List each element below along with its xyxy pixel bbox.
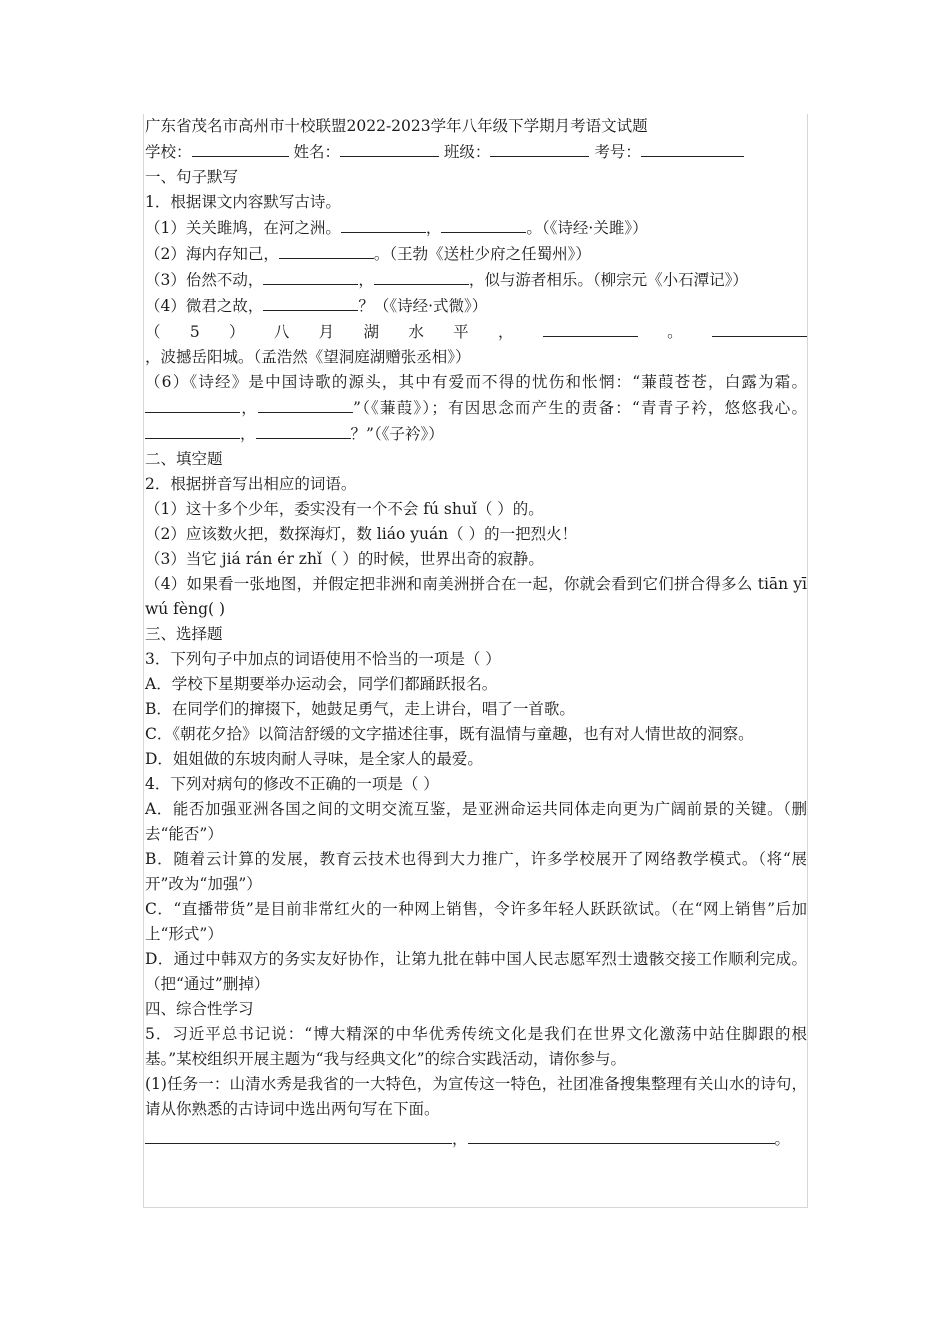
answer-blank[interactable]	[263, 267, 358, 285]
q2-item-1: （1）这十多个少年，委实没有一个不会 fú shuǐ（ ）的。	[145, 500, 544, 518]
q2-item-4: （4）如果看一张地图，并假定把非洲和南美洲拼合在一起，你就会看到它们拼合得多么 tiān yī wú fèng( )	[145, 575, 807, 618]
question-3: 3．下列句子中加点的词语使用不恰当的一项是（ ）	[145, 650, 501, 668]
q5-answer-line: ， 。	[145, 1126, 807, 1152]
q5-task-1: (1)任务一：山清水秀是我省的一大特色，为宣传这一特色，社团准备搜集整理有关山水的诗句，请从你熟悉的古诗词中选出两句写在下面。	[145, 1075, 807, 1118]
q1-item-1: （1）关关雎鸠，在河之洲。 ， 。（《诗经·关雎》）	[145, 215, 807, 241]
class-field[interactable]	[490, 139, 589, 157]
answer-blank[interactable]	[441, 215, 526, 233]
q4-option-a[interactable]: A．能否加强亚洲各国之间的文明交流互鉴，是亚洲命运共同体走向更为广阔前景的关键。（删去“能否”）	[145, 800, 807, 843]
q4-option-c[interactable]: C．“直播带货”是目前非常红火的一种网上销售，令许多年轻人跃跃欲试。（在“网上销售”后加上“形式”）	[145, 900, 807, 943]
section-heading: 四、综合性学习	[145, 1000, 254, 1018]
class-label: 班级：	[443, 143, 491, 161]
school-label: 学校：	[145, 143, 192, 161]
q3-option-b[interactable]: B．在同学们的撺掇下，她鼓足勇气，走上讲台，唱了一首歌。	[145, 700, 575, 718]
q3-option-c[interactable]: C．《朝花夕拾》以简洁舒缓的文字描述往事，既有温情与童趣，也有对人情世故的洞察。	[145, 725, 754, 743]
question-2: 2．根据拼音写出相应的词语。	[145, 475, 357, 493]
name-field[interactable]	[340, 139, 439, 157]
exam-paper	[145, 114, 807, 1152]
section-heading: 二、填空题	[145, 450, 223, 468]
answer-blank[interactable]	[145, 421, 240, 439]
q1-item-2: （2）海内存知己， 。（王勃《送杜少府之任蜀州》）	[145, 241, 807, 267]
answer-blank[interactable]	[145, 1126, 452, 1144]
q2-item-3: （3）当它 jiá rán ér zhǐ（ ）的时候，世界出奇的寂静。	[145, 550, 544, 568]
number-field[interactable]	[641, 139, 744, 157]
school-field[interactable]	[192, 139, 289, 157]
question-1: 1．根据课文内容默写古诗。	[145, 193, 341, 211]
q2-item-2: （2）应该数火把，数探海灯，数 liáo yuán（ ）的一把烈火！	[145, 525, 578, 543]
q4-option-b[interactable]: B．随着云计算的发展，教育云技术也得到大力推广，许多学校展开了网络教学模式。（将“展开”改为“加强”）	[145, 850, 807, 893]
answer-blank[interactable]	[263, 293, 358, 311]
answer-blank[interactable]	[256, 421, 351, 439]
q3-option-d[interactable]: D．姐姐做的东坡肉耐人寻味，是全家人的最爱。	[145, 750, 483, 768]
answer-blank[interactable]	[341, 215, 426, 233]
q3-option-a[interactable]: A．学校下星期要举办运动会，同学们都踊跃报名。	[145, 675, 498, 693]
q1-item-5: （5）八月湖水平， 。，波撼岳阳城。（孟浩然《望洞庭湖赠张丞相》）	[145, 319, 807, 370]
answer-blank[interactable]	[145, 395, 240, 413]
name-label: 姓名：	[293, 143, 340, 161]
answer-blank[interactable]	[712, 319, 807, 337]
q4-option-d[interactable]: D．通过中韩双方的务实友好协作，让第九批在韩中国人民志愿军烈士遗骸交接工作顺利完成。（把“通过”删掉）	[145, 950, 807, 993]
q1-item-3: （3）佁然不动， ， ，似与游者相乐。（柳宗元《小石潭记》）	[145, 267, 807, 293]
answer-blank[interactable]	[468, 1126, 775, 1144]
question-4: 4．下列对病句的修改不正确的一项是（ ）	[145, 775, 439, 793]
question-5: 5．习近平总书记说：“博大精深的中华优秀传统文化是我们在世界文化激荡中站住脚跟的根基。”某校组织开展主题为“我与经典文化”的综合实践活动，请你参与。	[145, 1025, 807, 1068]
answer-blank[interactable]	[279, 241, 374, 259]
section-heading: 三、选择题	[145, 625, 223, 643]
number-label: 考号：	[594, 143, 641, 161]
answer-blank[interactable]	[258, 395, 353, 413]
answer-blank[interactable]	[374, 267, 469, 285]
student-info-line	[145, 139, 807, 165]
answer-blank[interactable]	[543, 319, 638, 337]
page-title: 广东省茂名市高州市十校联盟2022-2023学年八年级下学期月考语文试题	[145, 117, 648, 135]
q1-item-4: （4）微君之故， ？（《诗经·式微》）	[145, 293, 807, 319]
section-heading: 一、句子默写	[145, 168, 239, 186]
q1-item-6: （6）《诗经》是中国诗歌的源头，其中有爱而不得的忧伤和怅惘：“蒹葭苍苍，白露为霜。， ”（《蒹葭》）；有因思念而产生的责备：“青青子衿，悠悠我心。， ？”（《子衿》）	[145, 373, 807, 443]
